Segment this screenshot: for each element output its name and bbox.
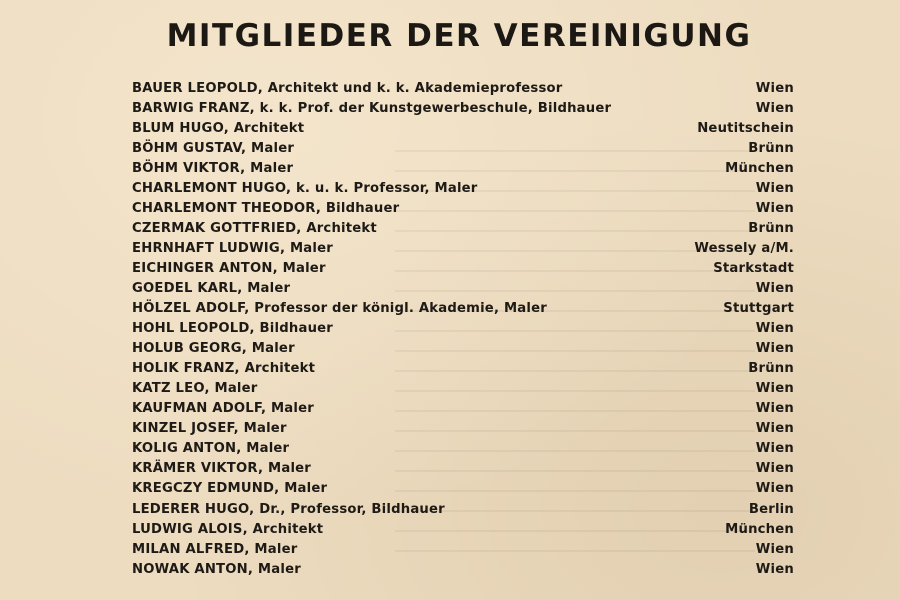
member-surname: KATZ LEO [132, 381, 205, 397]
member-place: Wien [755, 280, 794, 296]
member-surname: EHRNHAFT LUDWIG [132, 240, 280, 256]
member-place: Brünn [748, 220, 794, 236]
list-item [132, 278, 794, 298]
member-name: LEDERER HUGO, Dr., Professor, Bildhauer [132, 501, 445, 517]
member-name: HOLUB GEORG, Maler [132, 341, 295, 357]
member-name: GOEDEL KARL, Maler [132, 280, 291, 296]
member-place: München [725, 521, 794, 537]
member-name: LUDWIG ALOIS, Architekt [132, 521, 324, 537]
member-surname: HOHL LEOPOLD [132, 321, 250, 337]
member-surname: LEDERER HUGO [132, 501, 250, 517]
member-name: KOLIG ANTON, Maler [132, 441, 290, 457]
member-name: CHARLEMONT HUGO, k. u. k. Professor, Maler [132, 180, 478, 196]
list-item [132, 519, 794, 539]
list-item [132, 299, 794, 319]
member-place: Wien [755, 401, 794, 417]
member-surname: LUDWIG ALOIS [132, 521, 243, 537]
list-item [132, 559, 794, 579]
member-surname: EICHINGER ANTON [132, 260, 273, 276]
member-description: Professor der königl. Akademie, Maler [254, 301, 547, 317]
member-place: Stuttgart [723, 301, 794, 317]
member-surname: HÖLZEL ADOLF [132, 301, 245, 317]
member-name: HOLIK FRANZ, Architekt [132, 361, 316, 377]
member-place: Wien [755, 441, 794, 457]
member-description: Maler [250, 160, 294, 176]
list-item [132, 539, 794, 559]
member-surname: HOLUB GEORG [132, 341, 242, 357]
member-place: Wien [755, 421, 794, 437]
member-name: BAUER LEOPOLD, Architekt und k. k. Akademieprofessor [132, 80, 563, 96]
member-description: Maler [254, 541, 298, 557]
member-name: NOWAK ANTON, Maler [132, 561, 301, 577]
member-description: Bildhauer [325, 200, 400, 216]
member-description: Maler [289, 240, 333, 256]
list-item [132, 499, 794, 519]
member-description: Maler [282, 260, 326, 276]
page-title: MITGLIEDER DER VEREINIGUNG [166, 18, 752, 54]
list-item [132, 138, 794, 158]
member-surname: GOEDEL KARL [132, 280, 238, 296]
member-description: Architekt [252, 521, 324, 537]
member-place: Brünn [748, 140, 794, 156]
list-item [132, 419, 794, 439]
member-description: Architekt [306, 220, 377, 236]
member-place: Wien [755, 100, 794, 116]
member-description: k. k. Prof. der Kunstgewerbeschule, Bildhauer [259, 100, 612, 116]
member-description: Architekt [244, 361, 316, 377]
member-place: Brünn [748, 361, 794, 377]
member-description: Maler [270, 401, 314, 417]
member-place: Wien [755, 180, 794, 196]
list-item [132, 379, 794, 399]
member-surname: KRÄMER VIKTOR [132, 461, 258, 477]
member-description: Dr., Professor, Bildhauer [259, 501, 445, 517]
member-description: Maler [247, 280, 291, 296]
member-surname: KOLIG ANTON [132, 441, 237, 457]
member-surname: KINZEL JOSEF [132, 421, 234, 437]
list-item [132, 98, 794, 118]
member-name: KRÄMER VIKTOR, Maler [132, 461, 312, 477]
member-name: HÖLZEL ADOLF, Professor der königl. Akademie, Maler [132, 301, 547, 317]
member-description: Maler [268, 461, 312, 477]
member-name: CZERMAK GOTTFRIED, Architekt [132, 220, 377, 236]
member-description: Maler [214, 381, 258, 397]
list-item [132, 319, 794, 339]
list-item [132, 479, 794, 499]
member-place: Wien [755, 341, 794, 357]
member-place: Wien [755, 481, 794, 497]
member-description: Maler [243, 421, 287, 437]
list-item [132, 158, 794, 178]
member-surname: CHARLEMONT HUGO [132, 180, 286, 196]
member-place: Wien [755, 381, 794, 397]
list-item [132, 359, 794, 379]
member-description: Maler [251, 140, 295, 156]
list-item [132, 339, 794, 359]
member-description: Architekt [233, 120, 305, 136]
member-list [132, 78, 794, 579]
member-description: Maler [246, 441, 290, 457]
member-surname: BÖHM VIKTOR [132, 160, 241, 176]
member-name: CHARLEMONT THEODOR, Bildhauer [132, 200, 400, 216]
member-name: KREGCZY EDMUND, Maler [132, 481, 328, 497]
member-surname: MILAN ALFRED [132, 541, 245, 557]
member-name: BLUM HUGO, Architekt [132, 120, 305, 136]
member-surname: BAUER LEOPOLD [132, 80, 258, 96]
member-name: KAUFMAN ADOLF, Maler [132, 401, 314, 417]
member-name: MILAN ALFRED, Maler [132, 541, 298, 557]
list-item [132, 218, 794, 238]
member-surname: BLUM HUGO [132, 120, 224, 136]
list-item [132, 399, 794, 419]
list-item [132, 198, 794, 218]
member-description: Maler [251, 341, 295, 357]
member-surname: CZERMAK GOTTFRIED [132, 220, 297, 236]
member-place: Berlin [748, 501, 794, 517]
member-surname: KREGCZY EDMUND [132, 481, 275, 497]
list-item [132, 439, 794, 459]
member-name: EHRNHAFT LUDWIG, Maler [132, 240, 333, 256]
member-place: Wien [755, 200, 794, 216]
member-surname: CHARLEMONT THEODOR [132, 200, 316, 216]
member-name: BÖHM GUSTAV, Maler [132, 140, 295, 156]
member-name: KINZEL JOSEF, Maler [132, 421, 287, 437]
member-surname: KAUFMAN ADOLF [132, 401, 261, 417]
member-place: Neutitschein [697, 120, 794, 136]
member-description: Maler [284, 481, 328, 497]
member-place: Wien [755, 80, 794, 96]
member-surname: BARWIG FRANZ [132, 100, 250, 116]
member-description: Architekt und k. k. Akademieprofessor [267, 80, 563, 96]
list-item [132, 258, 794, 278]
member-description: Bildhauer [259, 321, 334, 337]
member-surname: BÖHM GUSTAV [132, 140, 242, 156]
member-description: Maler [257, 561, 301, 577]
member-name: BARWIG FRANZ, k. k. Prof. der Kunstgewerbeschule, Bildhauer [132, 100, 612, 116]
member-place: Wien [755, 541, 794, 557]
member-description: k. u. k. Professor, Maler [295, 180, 478, 196]
member-place: Starkstadt [713, 260, 794, 276]
member-name: HOHL LEOPOLD, Bildhauer [132, 321, 334, 337]
list-item [132, 459, 794, 479]
list-item [132, 118, 794, 138]
member-name: BÖHM VIKTOR, Maler [132, 160, 294, 176]
member-place: Wien [755, 461, 794, 477]
member-place: Wessely a/M. [694, 240, 794, 256]
list-item [132, 238, 794, 258]
member-place: Wien [755, 321, 794, 337]
list-item [132, 78, 794, 98]
list-item [132, 178, 794, 198]
member-surname: HOLIK FRANZ [132, 361, 235, 377]
member-name: KATZ LEO, Maler [132, 381, 258, 397]
member-place: München [725, 160, 794, 176]
member-surname: NOWAK ANTON [132, 561, 248, 577]
member-name: EICHINGER ANTON, Maler [132, 260, 326, 276]
member-place: Wien [755, 561, 794, 577]
